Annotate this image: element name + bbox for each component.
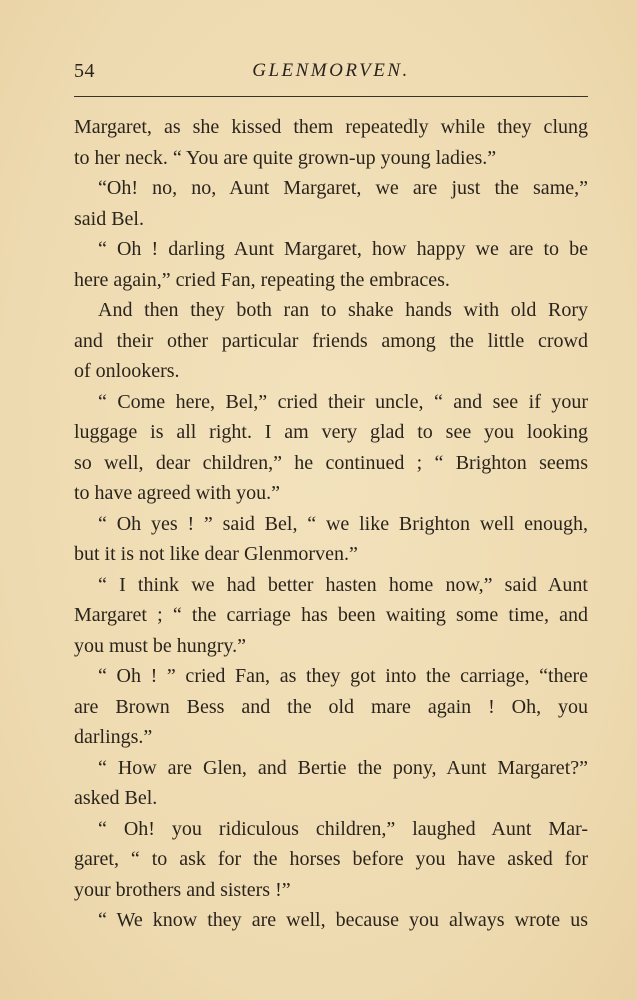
text-line: Margaret, as she kissed them repeatedly while they clung	[74, 116, 588, 138]
text-line: “ How are Glen, and Bertie the pony, Aunt Margaret?”	[98, 756, 588, 779]
text-line: “Oh! no, no, Aunt Margaret, we are just the same,”	[98, 177, 588, 199]
text-line: garet, “ to ask for the horses before you have asked for	[74, 848, 588, 870]
text-line: so well, dear children,” he continued ; “ Brighton seems	[74, 451, 588, 474]
text-line: are Brown Bess and the old mare again ! Oh, you	[74, 695, 588, 718]
text-line: to her neck. “ You are quite grown-up young ladies.”	[74, 146, 497, 169]
text-line: And then they both ran to shake hands with old Rory	[98, 299, 588, 321]
text-line: you must be hungry.”	[74, 634, 247, 657]
text-line: your brothers and sisters !”	[74, 878, 291, 901]
text-line: asked Bel.	[74, 787, 158, 809]
text-line: luggage is all right. I am very glad to see you looking	[74, 421, 588, 443]
text-line: and their other particular friends among the little crowd	[74, 329, 588, 352]
body-text	[74, 112, 588, 936]
header-rule	[74, 96, 588, 97]
text-line: “ Oh! you ridiculous children,” laughed Aunt Mar-	[98, 817, 588, 840]
text-line: darlings.”	[74, 726, 153, 748]
text-line: of onlookers.	[74, 360, 180, 382]
text-line: “ We know they are well, because you always wrote us	[98, 909, 588, 931]
text-line: “ I think we had better hasten home now,” said Aunt	[98, 573, 588, 596]
text-line: “ Oh ! darling Aunt Margaret, how happy we are to be	[98, 238, 588, 260]
page-header	[74, 58, 588, 88]
text-line: Margaret ; “ the carriage has been waiting some time, and	[74, 604, 588, 626]
running-title: GLENMORVEN.	[252, 60, 410, 81]
text-line: here again,” cried Fan, repeating the embraces.	[74, 268, 450, 291]
text-line: “ Oh yes ! ” said Bel, “ we like Brighton well enough,	[98, 512, 588, 535]
text-line: but it is not like dear Glenmorven.”	[74, 543, 358, 565]
text-line: said Bel.	[74, 207, 144, 230]
text-line: to have agreed with you.”	[74, 482, 281, 504]
text-line: “ Oh ! ” cried Fan, as they got into the carriage, “there	[98, 665, 588, 687]
text-line: “ Come here, Bel,” cried their uncle, “ and see if your	[98, 390, 588, 413]
page-number: 54	[74, 60, 95, 82]
